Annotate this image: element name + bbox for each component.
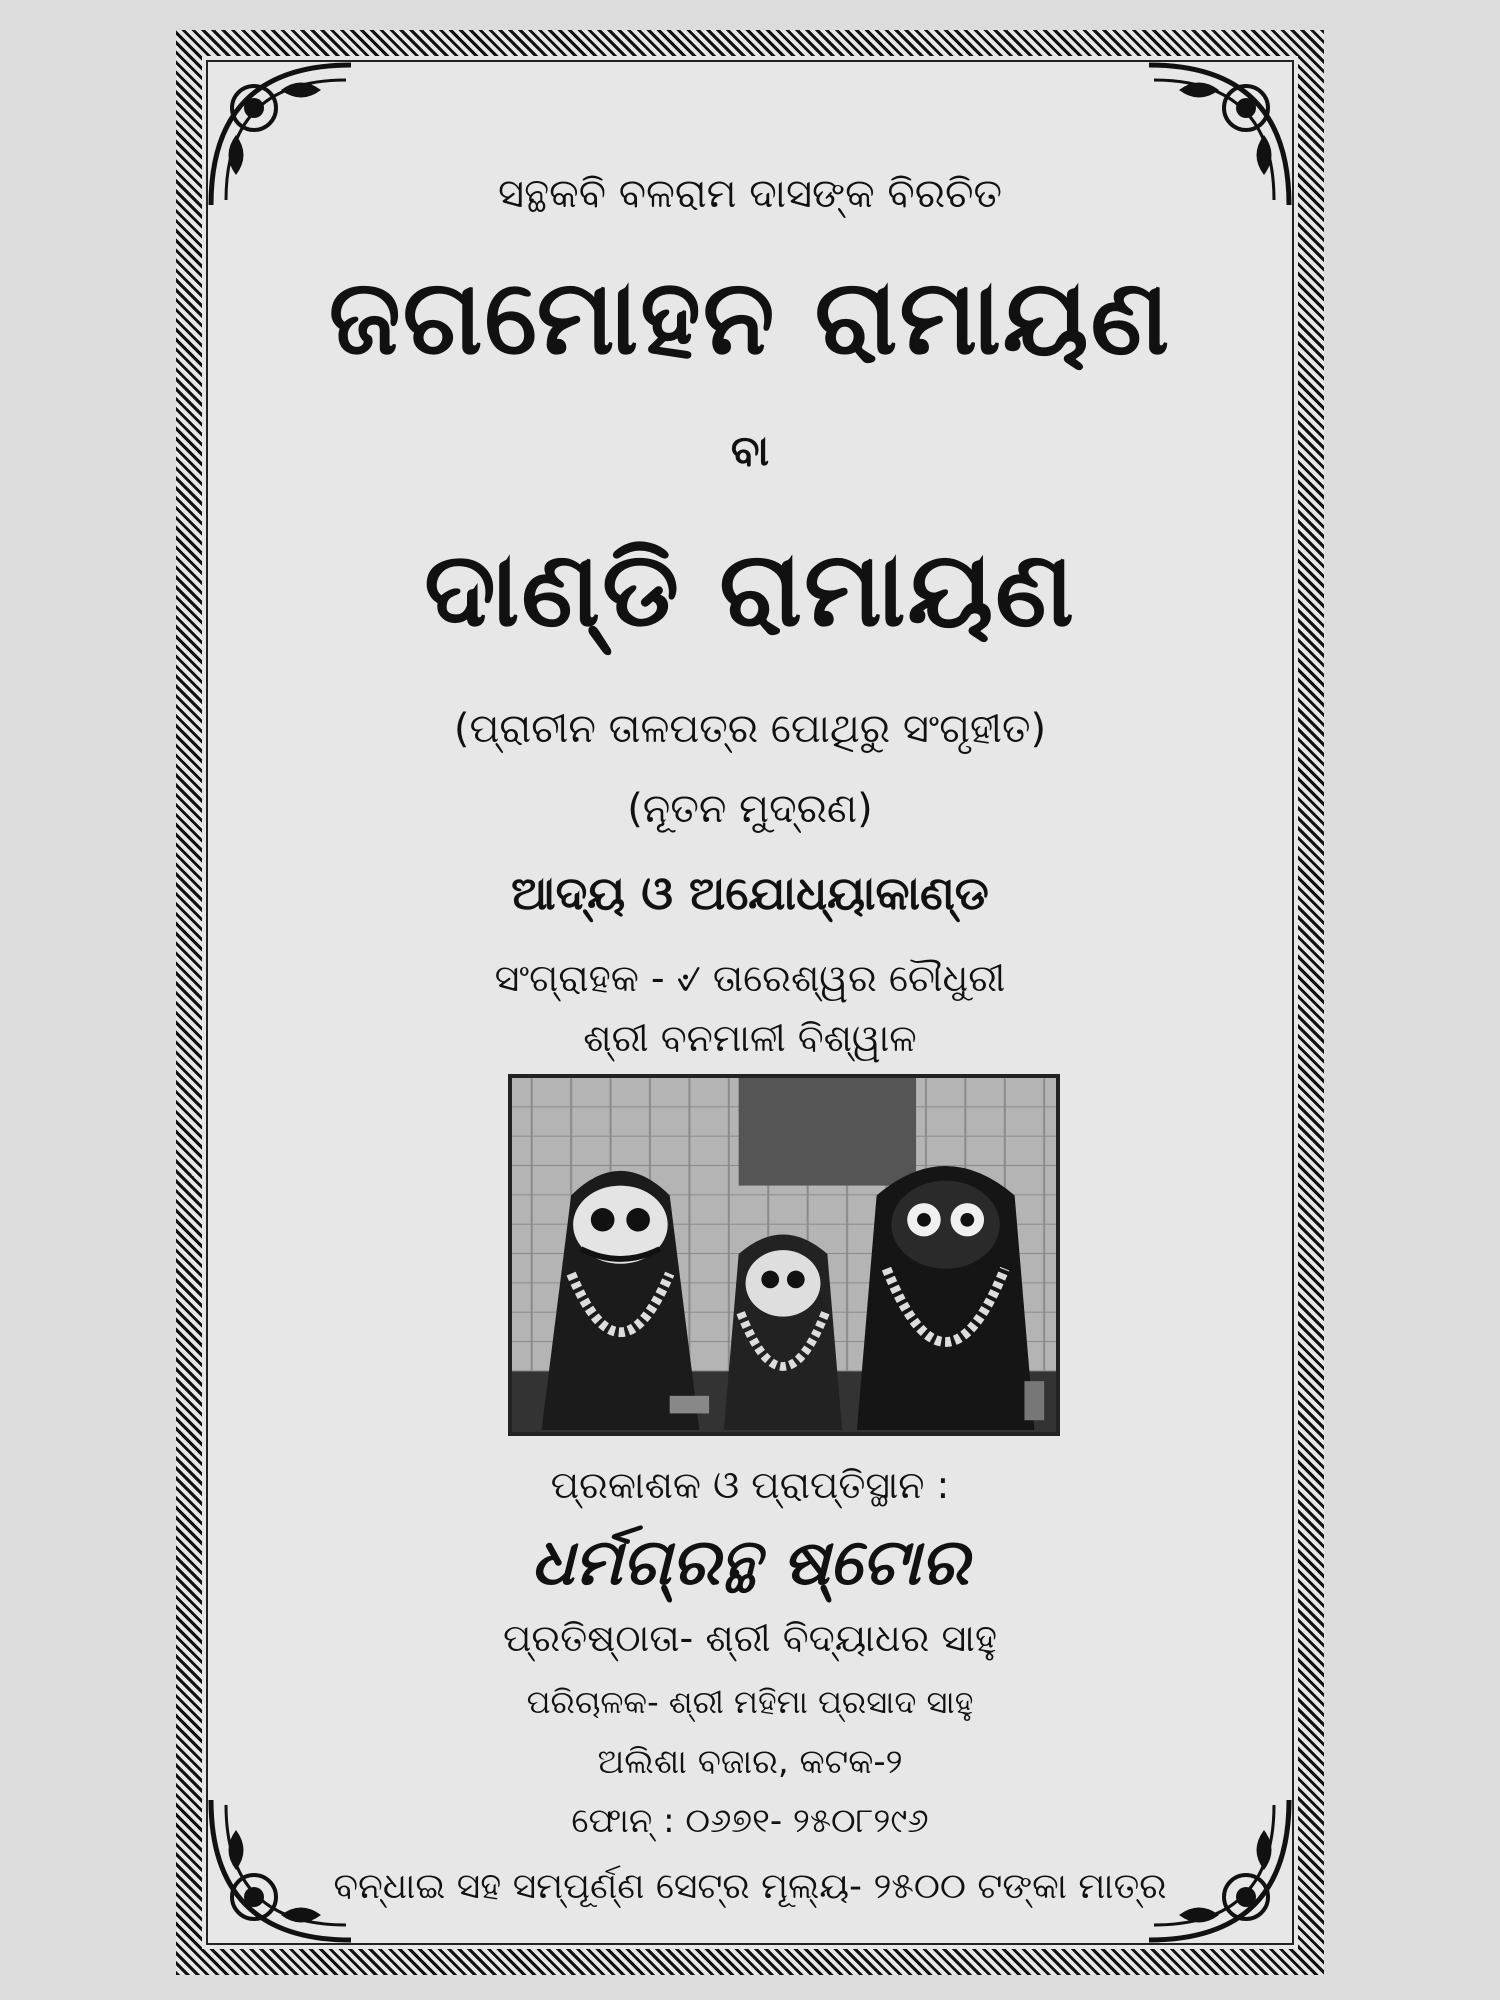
or-word: ବା: [730, 426, 770, 475]
publisher-label: ପ୍ରକାଶକ ଓ ପ୍ରାପ୍ତିସ୍ଥାନ :: [550, 1463, 950, 1507]
main-title: ଜଗମୋହନ ରାମାୟଣ: [328, 256, 1172, 378]
kanda-title: ଆଦ୍ୟ ଓ ଅଯୋଧ୍ୟାକାଣ୍ଡ: [511, 866, 989, 920]
publisher-name: ଧର୍ମଗ୍ରନ୍ଥ ଷ୍ଟୋର: [530, 1526, 970, 1600]
director-line: ପରିଚାଳକ- ଶ୍ରୀ ମହିମା ପ୍ରସାଦ ସାହୁ: [526, 1683, 974, 1721]
alternate-title: ଦାଣ୍ଡି ରାମାୟଣ: [424, 528, 1076, 650]
title-page: [176, 30, 1324, 1975]
edition-note: (ନୂତନ ମୁଦ୍ରଣ): [627, 786, 873, 832]
collector-line-2: ଶ୍ରୀ ବନମାଳୀ ବିଶ୍ୱାଳ: [583, 1016, 917, 1060]
address-line: ଅଲିଶା ବଜାର, କଟକ-୨: [597, 1742, 903, 1782]
deity-photo: [508, 1074, 1060, 1436]
price-line: ବନ୍ଧାଇ ସହ ସମ୍ପୂର୍ଣ୍ଣ ସେଟ୍‌ର ମୂଲ୍ୟ- ୨୫୦୦ ଟଙ୍କା ମାତ୍ର: [333, 1866, 1167, 1907]
phone-line: ଫୋନ୍ : ୦୬୭୧- ୨୫୦୮୨୯୬: [571, 1801, 929, 1841]
author-line: ସନ୍ଥକବି ବଳରାମ ଦାସଙ୍କ ବିରଚିତ: [498, 171, 1002, 217]
source-note: (ପ୍ରାଚୀନ ତାଳପତ୍ର ପୋଥିରୁ ସଂଗୃହୀତ): [453, 706, 1047, 752]
founder-line: ପ୍ରତିଷ୍ଠାତା- ଶ୍ରୀ ବିଦ୍ୟାଧର ସାହୁ: [502, 1616, 998, 1660]
collector-line: ସଂଗ୍ରାହକ - ୰ ତାରେଶ୍ୱର ଚୌଧୁରୀ: [494, 956, 1006, 1000]
